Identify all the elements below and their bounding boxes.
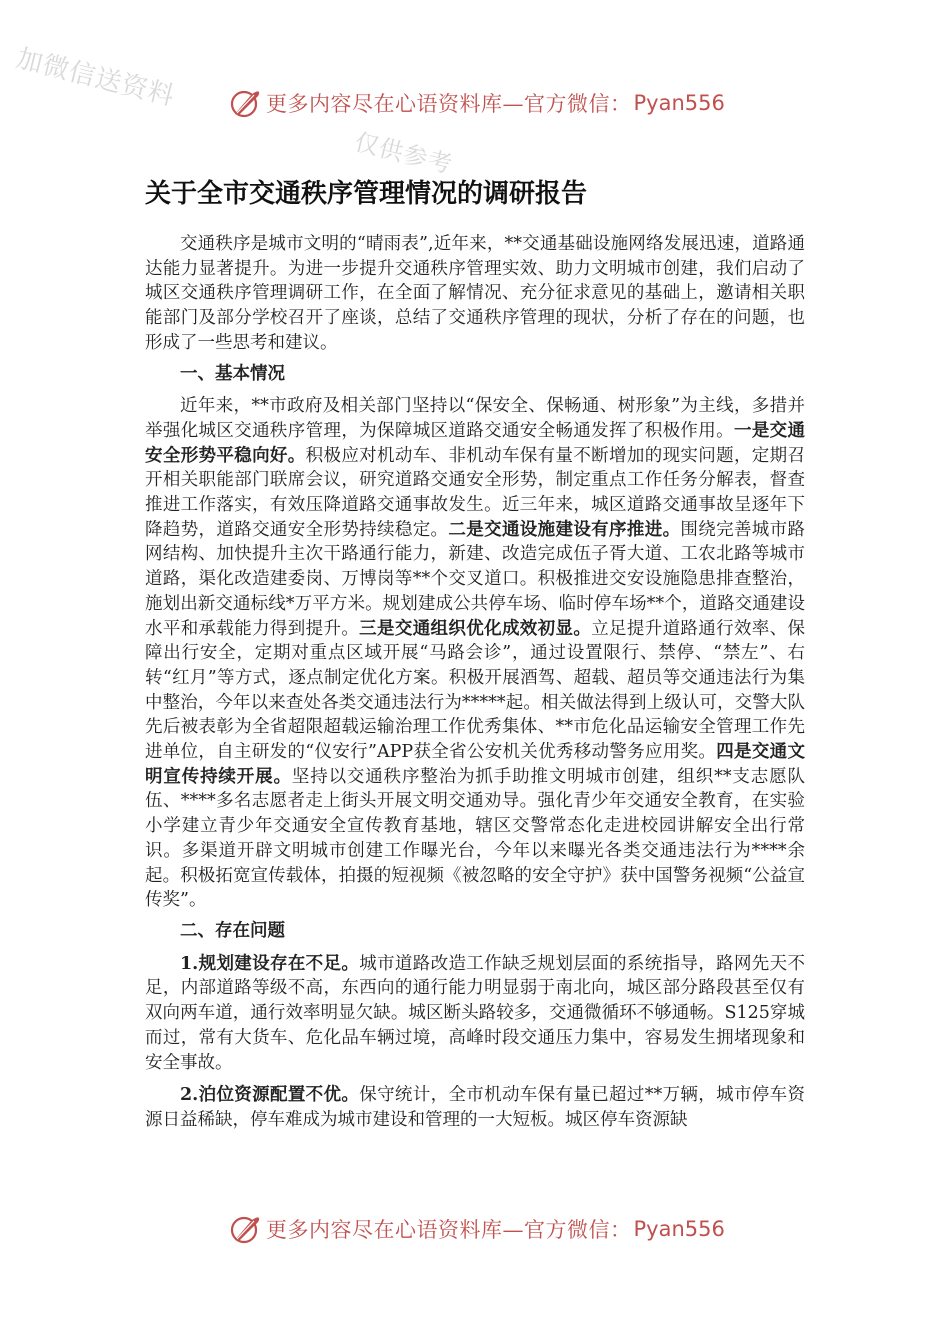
quill-pen-logo-icon [228,86,262,120]
banner-contact: Pyan556 [633,91,725,115]
section-heading-basic: 一、基本情况 [180,363,285,384]
section-heading-problems: 二、存在问题 [180,920,285,941]
document-body [145,232,805,1139]
paragraph-text: 保守统计，全市机动车保有量已超过**万辆，城市停车资源日益稀缺，停车难成为城市建设和管理的一大短板。城区停车资源缺 [145,1085,805,1130]
problem-paragraph-1 [145,952,805,1076]
header-banner[interactable] [228,86,725,120]
problem-1-title: 1.规划建设存在不足。 [180,953,360,974]
footer-banner[interactable] [228,1212,725,1246]
banner-contact: Pyan556 [633,1217,725,1241]
basic-situation-paragraph [145,394,805,913]
watermark-top-left: 加微信送资料 [13,43,178,113]
intro-paragraph: 交通秩序是城市文明的“晴雨表”,近年来，**交通基础设施网络发展迅速，道路通达能力显著提升。为进一步提升交通秩序管理实效、助力文明城市创建，我们启动了城区交通秩序管理调研工作，在全面了解情况、充分征求意见的基础上，邀请相关职能部门及部分学校召开了座谈，总结了交通秩序管理的现状，分析了存在的问题，也形成了一些思考和建议。 [145,234,805,353]
paragraph-text: 积极应对机动车、非机动车保有量不断增加的现实问题，定期召开相关职能部门联席会议，研究道路交通安全形势，制定重点工作任务分解表，督查推进工作落实，有效压降道路交通事故发生。近三年来，城区道路交通事故呈逐年下降趋势，道路交通安全形势持续稳定。 [145,445,805,540]
paragraph-text: 城市道路改造工作缺乏规划层面的系统指导，路网先天不足，内部道路等级不高，东西向的通行能力明显弱于南北向，城区部分路段甚至仅有双向两车道，通行效率明显欠缺。城区断头路较多，交通微循环不够通畅。S125穿城而过，常有大货车、危化品车辆过境，高峰时段交通压力集中，容易发生拥堵现象和安全事故。 [145,953,805,1073]
bold-point-3: 三是交通组织优化成效初显。 [359,618,592,639]
banner-text: 更多内容尽在心语资料库—官方微信： [266,92,632,116]
paragraph-text: 立足提升道路通行效率、保障出行安全，定期对重点区域开展“马路会诊”，通过设置限行、禁停、“禁左”、右转“红月”等方式，逐点制定优化方案。积极开展酒驾、超载、超员等交通违法行为集中整治，今年以来查处各类交通违法行为*****起。相关做法得到上级认可，交警大队先后被表彰为全省超限超载运输治理工作优秀集体、**市危化品运输安全管理工作先进单位，自主研发的“仪安行”APP获全省公安机关优秀移动警务应用奖。 [145,618,806,763]
quill-pen-logo-icon [228,1212,262,1246]
bold-point-1: 一是交通安全形势平稳向好。 [145,420,806,466]
bold-point-2: 二是交通设施建设有序推进。 [448,519,681,540]
paragraph-text: 近年来，**市政府及相关部门坚持以“保安全、保畅通、树形象”为主线，多措并举强化城区交通秩序管理，为保障城区道路交通安全畅通发挥了积极作用。 [145,396,805,441]
watermark-center: 仅供参考 [351,127,456,180]
banner-text: 更多内容尽在心语资料库—官方微信： [266,1218,632,1242]
paragraph-text: 围绕完善城市路网结构、加快提升主次干路通行能力，新建、改造完成伍子胥大道、工农北路等城市道路，渠化改造建委岗、万博岗等**个交叉道口。积极推进交安设施隐患排查整治，施划出新交通标线*万平方米。规划建成公共停车场、临时停车场**个，道路交通建设水平和承载能力得到提升。 [145,519,806,639]
bold-point-4: 四是交通文明宣传持续开展。 [145,742,805,787]
document-title: 关于全市交通秩序管理情况的调研报告 [145,179,588,209]
problem-paragraph-2 [145,1083,805,1132]
problem-2-title: 2.泊位资源配置不优。 [180,1085,360,1106]
paragraph-text: 坚持以交通秩序整治为抓手助推文明城市创建，组织**支志愿队伍、****多名志愿者走上街头开展文明交通劝导。强化青少年交通安全教育，在实验小学建立青少年交通安全宣传教育基地，辖区交警常态化走进校园讲解安全出行常识。多渠道开辟文明城市创建工作曝光台，今年以来曝光各类交通违法行为****余起。积极拓宽宣传载体，拍摄的短视频《被忽略的安全守护》获中国警务视频“公益宣传奖”。 [145,766,806,911]
